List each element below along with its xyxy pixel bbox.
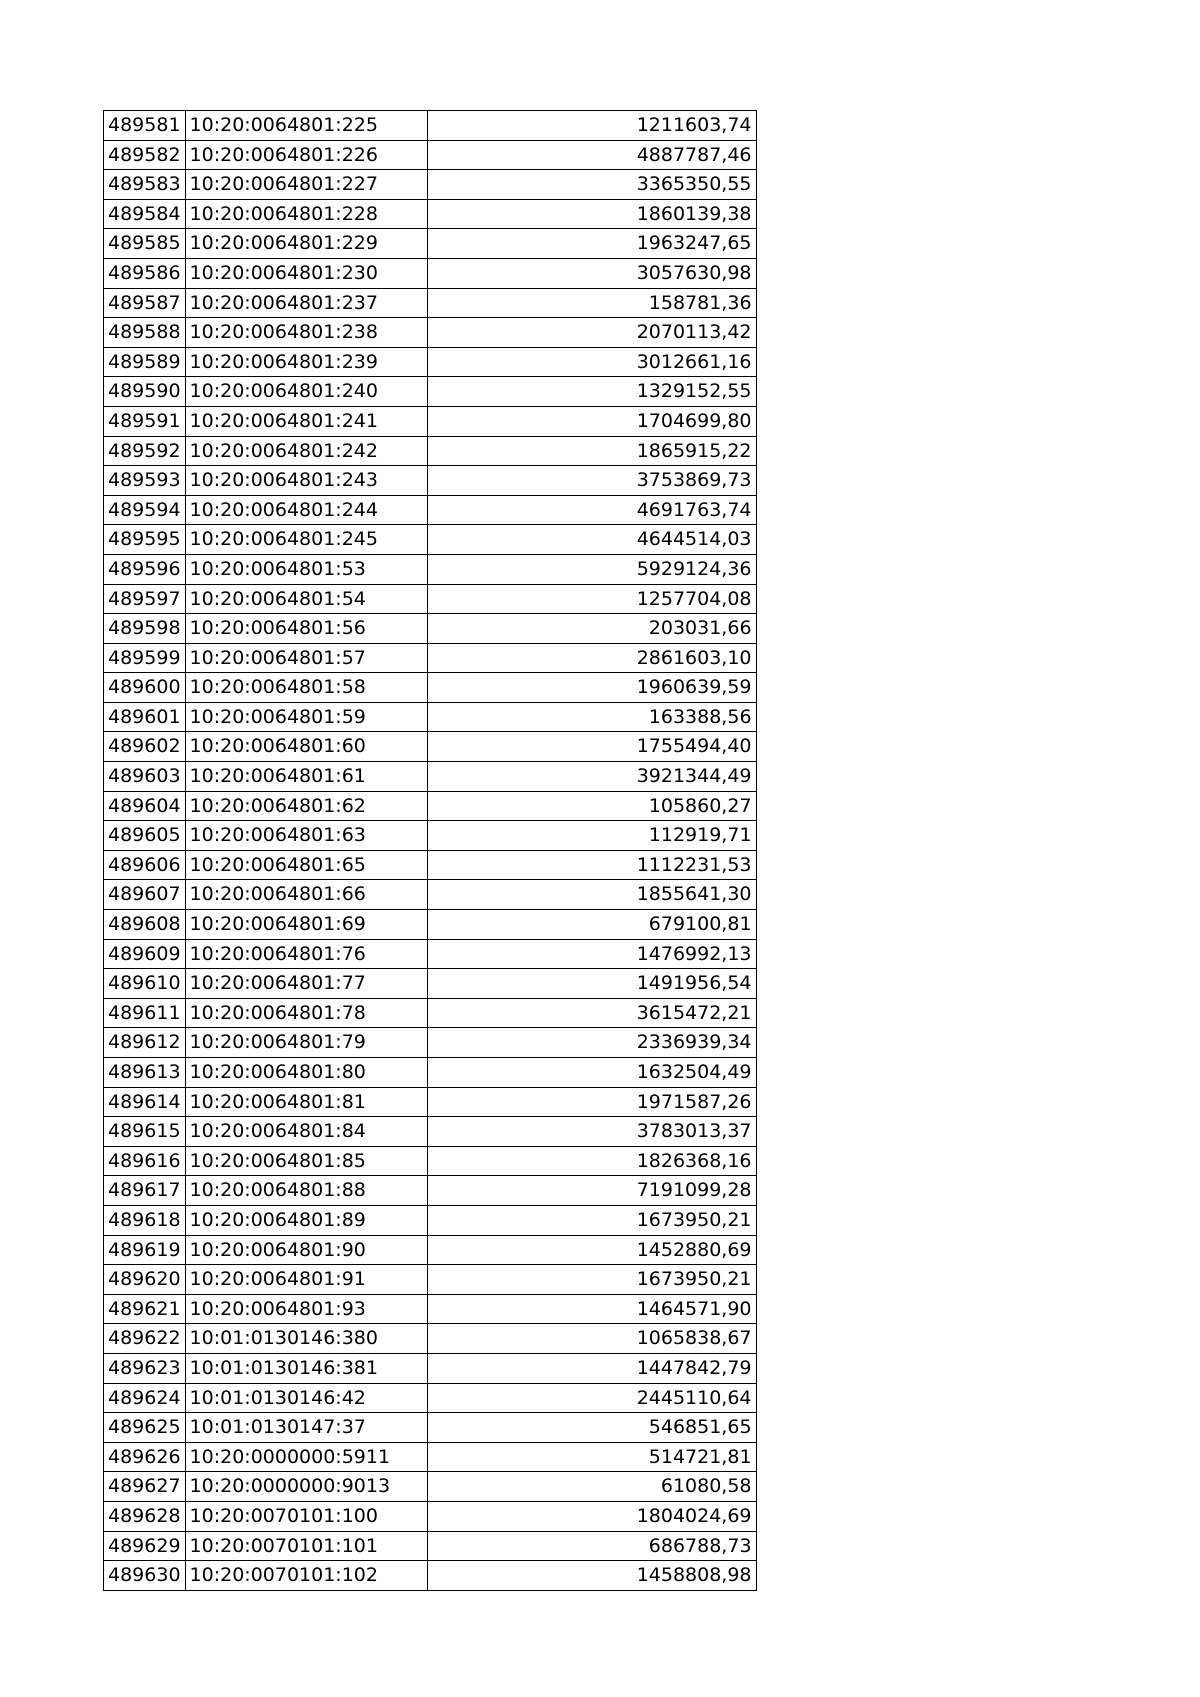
cadastral-number-cell: 10:20:0064801:79 xyxy=(185,1028,427,1058)
row-number-cell: 489629 xyxy=(104,1531,186,1561)
row-number-cell: 489587 xyxy=(104,288,186,318)
table-row xyxy=(104,406,757,436)
table-row xyxy=(104,1117,757,1147)
cadastral-number-cell: 10:20:0064801:66 xyxy=(185,880,427,910)
cadastral-number-cell: 10:01:0130146:380 xyxy=(185,1324,427,1354)
row-number-cell: 489608 xyxy=(104,910,186,940)
row-number-cell: 489590 xyxy=(104,377,186,407)
table-row xyxy=(104,1205,757,1235)
table-row xyxy=(104,1442,757,1472)
row-number-cell: 489627 xyxy=(104,1472,186,1502)
row-number-cell: 489598 xyxy=(104,614,186,644)
cadastral-value-cell: 546851,65 xyxy=(427,1413,756,1443)
cadastral-number-cell: 10:20:0064801:242 xyxy=(185,436,427,466)
table-row xyxy=(104,1146,757,1176)
row-number-cell: 489604 xyxy=(104,791,186,821)
row-number-cell: 489624 xyxy=(104,1383,186,1413)
row-number-cell: 489600 xyxy=(104,673,186,703)
table-row xyxy=(104,140,757,170)
cadastral-value-cell: 3057630,98 xyxy=(427,258,756,288)
cadastral-number-cell: 10:20:0064801:89 xyxy=(185,1205,427,1235)
table-row xyxy=(104,347,757,377)
table-row xyxy=(104,1531,757,1561)
cadastral-number-cell: 10:20:0064801:56 xyxy=(185,614,427,644)
row-number-cell: 489597 xyxy=(104,584,186,614)
row-number-cell: 489607 xyxy=(104,880,186,910)
table-row xyxy=(104,910,757,940)
cadastral-number-cell: 10:20:0064801:226 xyxy=(185,140,427,170)
table-row xyxy=(104,1058,757,1088)
table-row xyxy=(104,1235,757,1265)
row-number-cell: 489625 xyxy=(104,1413,186,1443)
cadastral-value-cell: 1447842,79 xyxy=(427,1353,756,1383)
cadastral-value-cell: 2445110,64 xyxy=(427,1383,756,1413)
cadastral-number-cell: 10:20:0000000:5911 xyxy=(185,1442,427,1472)
table-row xyxy=(104,850,757,880)
cadastral-number-cell: 10:20:0064801:244 xyxy=(185,495,427,525)
table-row xyxy=(104,1561,757,1591)
row-number-cell: 489599 xyxy=(104,643,186,673)
cadastral-value-cell: 203031,66 xyxy=(427,614,756,644)
row-number-cell: 489622 xyxy=(104,1324,186,1354)
cadastral-number-cell: 10:01:0130146:381 xyxy=(185,1353,427,1383)
cadastral-value-cell: 1855641,30 xyxy=(427,880,756,910)
row-number-cell: 489595 xyxy=(104,525,186,555)
table-row xyxy=(104,702,757,732)
row-number-cell: 489581 xyxy=(104,111,186,141)
cadastral-value-cell: 4691763,74 xyxy=(427,495,756,525)
row-number-cell: 489616 xyxy=(104,1146,186,1176)
cadastral-number-cell: 10:20:0064801:225 xyxy=(185,111,427,141)
cadastral-number-cell: 10:20:0064801:57 xyxy=(185,643,427,673)
cadastral-value-cell: 3012661,16 xyxy=(427,347,756,377)
table-row xyxy=(104,880,757,910)
cadastral-value-cell: 4644514,03 xyxy=(427,525,756,555)
row-number-cell: 489606 xyxy=(104,850,186,880)
table-body xyxy=(104,111,757,1591)
cadastral-number-cell: 10:20:0064801:62 xyxy=(185,791,427,821)
table-row xyxy=(104,1176,757,1206)
row-number-cell: 489609 xyxy=(104,939,186,969)
table-row xyxy=(104,1028,757,1058)
row-number-cell: 489621 xyxy=(104,1294,186,1324)
row-number-cell: 489614 xyxy=(104,1087,186,1117)
row-number-cell: 489630 xyxy=(104,1561,186,1591)
row-number-cell: 489605 xyxy=(104,821,186,851)
row-number-cell: 489593 xyxy=(104,466,186,496)
table-row xyxy=(104,791,757,821)
cadastral-number-cell: 10:20:0064801:54 xyxy=(185,584,427,614)
cadastral-value-cell: 1963247,65 xyxy=(427,229,756,259)
cadastral-value-table xyxy=(103,110,757,1591)
cadastral-number-cell: 10:01:0130146:42 xyxy=(185,1383,427,1413)
table-row xyxy=(104,969,757,999)
table-row xyxy=(104,998,757,1028)
row-number-cell: 489585 xyxy=(104,229,186,259)
cadastral-number-cell: 10:20:0064801:93 xyxy=(185,1294,427,1324)
cadastral-number-cell: 10:20:0064801:53 xyxy=(185,554,427,584)
cadastral-value-cell: 1329152,55 xyxy=(427,377,756,407)
table-row xyxy=(104,584,757,614)
row-number-cell: 489613 xyxy=(104,1058,186,1088)
cadastral-value-cell: 3365350,55 xyxy=(427,170,756,200)
cadastral-number-cell: 10:20:0064801:84 xyxy=(185,1117,427,1147)
table-row xyxy=(104,466,757,496)
cadastral-number-cell: 10:20:0064801:229 xyxy=(185,229,427,259)
cadastral-number-cell: 10:20:0064801:241 xyxy=(185,406,427,436)
cadastral-value-cell: 4887787,46 xyxy=(427,140,756,170)
table-row xyxy=(104,1383,757,1413)
table-row xyxy=(104,1472,757,1502)
cadastral-value-cell: 3783013,37 xyxy=(427,1117,756,1147)
cadastral-value-cell: 1065838,67 xyxy=(427,1324,756,1354)
cadastral-number-cell: 10:20:0000000:9013 xyxy=(185,1472,427,1502)
table-row xyxy=(104,614,757,644)
cadastral-value-cell: 1112231,53 xyxy=(427,850,756,880)
cadastral-value-cell: 5929124,36 xyxy=(427,554,756,584)
cadastral-value-cell: 112919,71 xyxy=(427,821,756,851)
cadastral-value-cell: 2070113,42 xyxy=(427,318,756,348)
table-row xyxy=(104,762,757,792)
cadastral-number-cell: 10:20:0064801:238 xyxy=(185,318,427,348)
row-number-cell: 489588 xyxy=(104,318,186,348)
table-row xyxy=(104,821,757,851)
cadastral-number-cell: 10:20:0064801:65 xyxy=(185,850,427,880)
row-number-cell: 489582 xyxy=(104,140,186,170)
cadastral-number-cell: 10:20:0064801:77 xyxy=(185,969,427,999)
cadastral-number-cell: 10:20:0064801:60 xyxy=(185,732,427,762)
row-number-cell: 489591 xyxy=(104,406,186,436)
table-row xyxy=(104,732,757,762)
row-number-cell: 489619 xyxy=(104,1235,186,1265)
cadastral-value-cell: 1704699,80 xyxy=(427,406,756,436)
row-number-cell: 489589 xyxy=(104,347,186,377)
row-number-cell: 489611 xyxy=(104,998,186,1028)
row-number-cell: 489626 xyxy=(104,1442,186,1472)
cadastral-number-cell: 10:20:0064801:63 xyxy=(185,821,427,851)
row-number-cell: 489610 xyxy=(104,969,186,999)
cadastral-value-cell: 1673950,21 xyxy=(427,1265,756,1295)
table-row xyxy=(104,258,757,288)
cadastral-value-cell: 1476992,13 xyxy=(427,939,756,969)
cadastral-number-cell: 10:20:0064801:78 xyxy=(185,998,427,1028)
cadastral-number-cell: 10:20:0064801:91 xyxy=(185,1265,427,1295)
cadastral-number-cell: 10:20:0064801:227 xyxy=(185,170,427,200)
cadastral-value-cell: 7191099,28 xyxy=(427,1176,756,1206)
cadastral-number-cell: 10:20:0070101:100 xyxy=(185,1501,427,1531)
table-row xyxy=(104,1413,757,1443)
table-row xyxy=(104,643,757,673)
cadastral-number-cell: 10:20:0064801:230 xyxy=(185,258,427,288)
cadastral-number-cell: 10:20:0064801:245 xyxy=(185,525,427,555)
cadastral-value-cell: 163388,56 xyxy=(427,702,756,732)
cadastral-value-cell: 1211603,74 xyxy=(427,111,756,141)
row-number-cell: 489584 xyxy=(104,199,186,229)
cadastral-value-cell: 158781,36 xyxy=(427,288,756,318)
table-row xyxy=(104,525,757,555)
cadastral-value-cell: 1971587,26 xyxy=(427,1087,756,1117)
cadastral-number-cell: 10:20:0064801:69 xyxy=(185,910,427,940)
table-row xyxy=(104,1353,757,1383)
cadastral-number-cell: 10:20:0064801:88 xyxy=(185,1176,427,1206)
cadastral-value-cell: 1755494,40 xyxy=(427,732,756,762)
row-number-cell: 489612 xyxy=(104,1028,186,1058)
cadastral-number-cell: 10:01:0130147:37 xyxy=(185,1413,427,1443)
cadastral-number-cell: 10:20:0064801:228 xyxy=(185,199,427,229)
cadastral-value-cell: 1464571,90 xyxy=(427,1294,756,1324)
cadastral-value-cell: 514721,81 xyxy=(427,1442,756,1472)
row-number-cell: 489596 xyxy=(104,554,186,584)
cadastral-number-cell: 10:20:0064801:239 xyxy=(185,347,427,377)
row-number-cell: 489628 xyxy=(104,1501,186,1531)
cadastral-number-cell: 10:20:0064801:240 xyxy=(185,377,427,407)
row-number-cell: 489601 xyxy=(104,702,186,732)
table-row xyxy=(104,1294,757,1324)
cadastral-number-cell: 10:20:0064801:59 xyxy=(185,702,427,732)
cadastral-value-cell: 1865915,22 xyxy=(427,436,756,466)
row-number-cell: 489623 xyxy=(104,1353,186,1383)
cadastral-number-cell: 10:20:0064801:61 xyxy=(185,762,427,792)
cadastral-value-cell: 1860139,38 xyxy=(427,199,756,229)
row-number-cell: 489586 xyxy=(104,258,186,288)
cadastral-number-cell: 10:20:0064801:81 xyxy=(185,1087,427,1117)
cadastral-number-cell: 10:20:0070101:101 xyxy=(185,1531,427,1561)
cadastral-value-cell: 1826368,16 xyxy=(427,1146,756,1176)
cadastral-value-cell: 3921344,49 xyxy=(427,762,756,792)
table-row xyxy=(104,939,757,969)
row-number-cell: 489583 xyxy=(104,170,186,200)
cadastral-value-cell: 1452880,69 xyxy=(427,1235,756,1265)
cadastral-number-cell: 10:20:0064801:243 xyxy=(185,466,427,496)
cadastral-number-cell: 10:20:0064801:80 xyxy=(185,1058,427,1088)
table-row xyxy=(104,495,757,525)
row-number-cell: 489615 xyxy=(104,1117,186,1147)
table-row xyxy=(104,1087,757,1117)
cadastral-value-cell: 1458808,98 xyxy=(427,1561,756,1591)
cadastral-number-cell: 10:20:0070101:102 xyxy=(185,1561,427,1591)
cadastral-value-cell: 1673950,21 xyxy=(427,1205,756,1235)
row-number-cell: 489618 xyxy=(104,1205,186,1235)
cadastral-value-cell: 105860,27 xyxy=(427,791,756,821)
cadastral-value-cell: 2336939,34 xyxy=(427,1028,756,1058)
cadastral-value-cell: 61080,58 xyxy=(427,1472,756,1502)
cadastral-value-cell: 1804024,69 xyxy=(427,1501,756,1531)
row-number-cell: 489602 xyxy=(104,732,186,762)
cadastral-value-cell: 3615472,21 xyxy=(427,998,756,1028)
table-row xyxy=(104,436,757,466)
table-row xyxy=(104,554,757,584)
row-number-cell: 489592 xyxy=(104,436,186,466)
table-row xyxy=(104,1265,757,1295)
row-number-cell: 489603 xyxy=(104,762,186,792)
row-number-cell: 489620 xyxy=(104,1265,186,1295)
cadastral-number-cell: 10:20:0064801:76 xyxy=(185,939,427,969)
cadastral-number-cell: 10:20:0064801:85 xyxy=(185,1146,427,1176)
cadastral-number-cell: 10:20:0064801:90 xyxy=(185,1235,427,1265)
table-row xyxy=(104,170,757,200)
cadastral-value-cell: 1491956,54 xyxy=(427,969,756,999)
table-row xyxy=(104,229,757,259)
cadastral-number-cell: 10:20:0064801:237 xyxy=(185,288,427,318)
table-row xyxy=(104,318,757,348)
cadastral-value-cell: 1257704,08 xyxy=(427,584,756,614)
cadastral-number-cell: 10:20:0064801:58 xyxy=(185,673,427,703)
cadastral-value-cell: 679100,81 xyxy=(427,910,756,940)
cadastral-value-cell: 3753869,73 xyxy=(427,466,756,496)
cadastral-value-cell: 1632504,49 xyxy=(427,1058,756,1088)
table-row xyxy=(104,1324,757,1354)
table-row xyxy=(104,377,757,407)
table-row xyxy=(104,199,757,229)
table-row xyxy=(104,1501,757,1531)
cadastral-value-cell: 1960639,59 xyxy=(427,673,756,703)
cadastral-value-cell: 2861603,10 xyxy=(427,643,756,673)
table-row xyxy=(104,673,757,703)
row-number-cell: 489594 xyxy=(104,495,186,525)
cadastral-value-cell: 686788,73 xyxy=(427,1531,756,1561)
table-row xyxy=(104,288,757,318)
row-number-cell: 489617 xyxy=(104,1176,186,1206)
table-row xyxy=(104,111,757,141)
